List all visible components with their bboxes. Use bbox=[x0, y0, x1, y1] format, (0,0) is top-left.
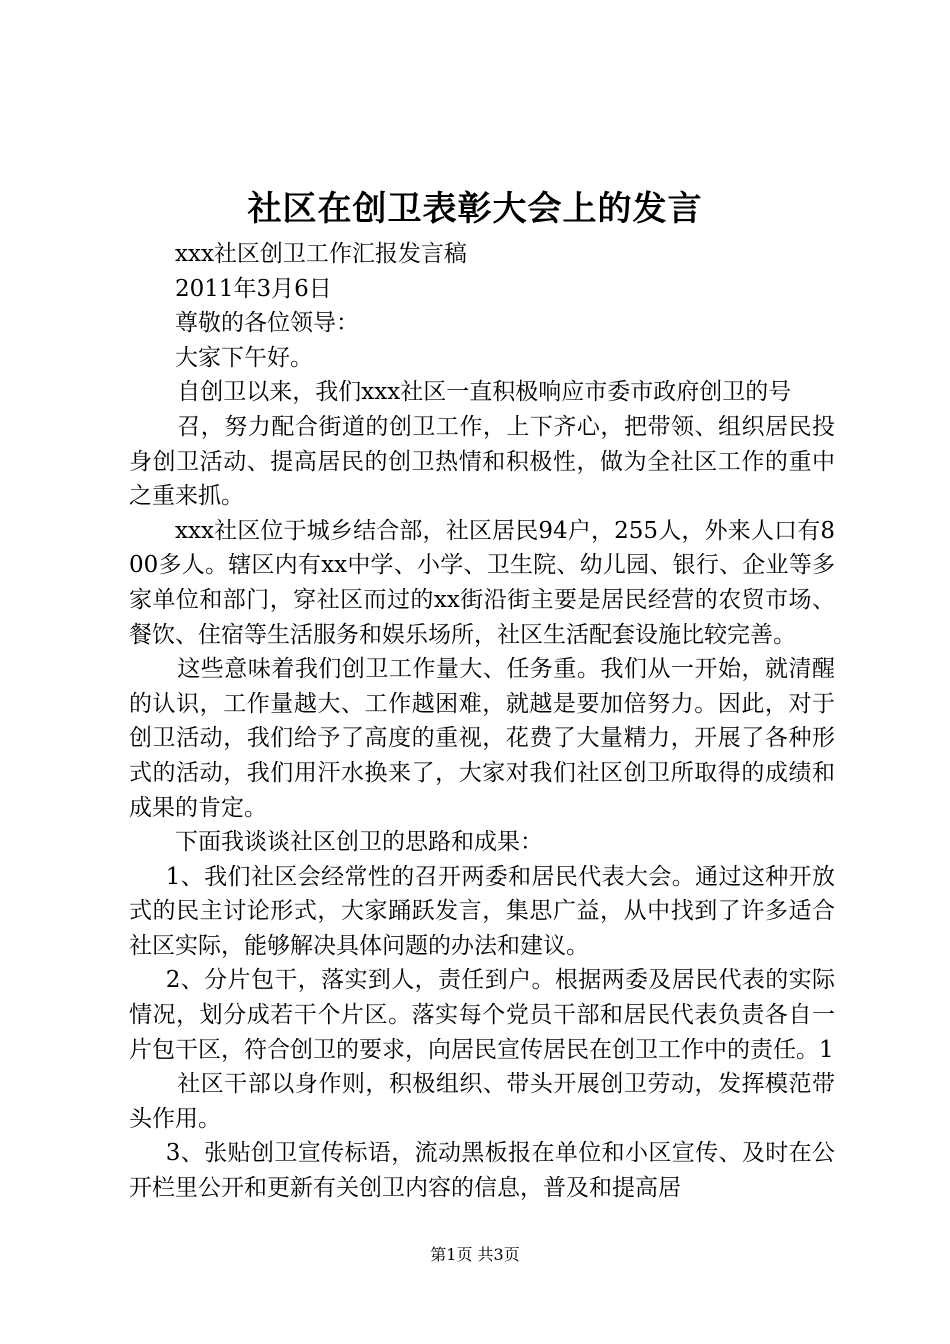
paragraph-community-overview: xxx社区位于城乡结合部，社区居民94户，255人，外来人口有800多人。辖区内有xx中学、小学、卫生院、幼儿园、银行、企业等多家单位和部门，穿社区而过的xx街沿街主要是居民经营的农贸市场、餐饮、住宿等生活服务和娱乐场所，社区生活配套设施比较完善。 bbox=[129, 517, 835, 648]
page-number-footer: 第1页 共3页 bbox=[430, 1245, 520, 1264]
document-title: 社区在创卫表彰大会上的发言 bbox=[247, 189, 703, 229]
paragraph-salutation: 尊敬的各位领导： bbox=[175, 310, 359, 337]
document-body bbox=[129, 237, 835, 1206]
paragraph-subtitle: xxx社区创卫工作汇报发言稿 bbox=[175, 241, 467, 267]
paragraph-transition: 下面我谈谈社区创卫的思路和成果： bbox=[175, 829, 543, 856]
paragraph-workload: 这些意味着我们创卫工作量大、任务重。我们从一开始，就清醒的认识，工作量越大、工作越困难，就越是要加倍努力。因此，对于创卫活动，我们给予了高度的重视，花费了大量精力，开展了各种形式的活动，我们用汗水换来了，大家对我们社区创卫所取得的成绩和成果的肯定。 bbox=[129, 656, 835, 821]
paragraph-intro-continued: 召，努力配合街道的创卫工作，上下齐心，把带领、组织居民投身创卫活动、提高居民的创卫热情和积极性，做为全社区工作的重中之重来抓。 bbox=[129, 413, 835, 510]
paragraph-cadre-example: 社区干部以身作则，积极组织、带头开展创卫劳动，发挥模范带头作用。 bbox=[129, 1071, 835, 1132]
paragraph-date: 2011年3月6日 bbox=[175, 275, 332, 302]
paragraph-point-1: 1、我们社区会经常性的召开两委和居民代表大会。通过这种开放式的民主讨论形式，大家踊跃发言，集思广益，从中找到了许多适合社区实际，能够解决具体问题的办法和建议。 bbox=[129, 863, 835, 959]
paragraph-point-3: 3、张贴创卫宣传标语，流动黑板报在单位和小区宣传、及时在公开栏里公开和更新有关创卫内容的信息，普及和提高居 bbox=[129, 1140, 835, 1202]
paragraph-greeting: 大家下午好。 bbox=[175, 344, 313, 371]
paragraph-point-2: 2、分片包干，落实到人，责任到户。根据两委及居民代表的实际情况，划分成若干个片区。落实每个党员干部和居民代表负责各自一片包干区，符合创卫的要求，向居民宣传居民在创卫工作中的责任。1 bbox=[129, 967, 835, 1063]
paragraph-intro: 自创卫以来，我们xxx社区一直积极响应市委市政府创卫的号 bbox=[177, 379, 792, 406]
